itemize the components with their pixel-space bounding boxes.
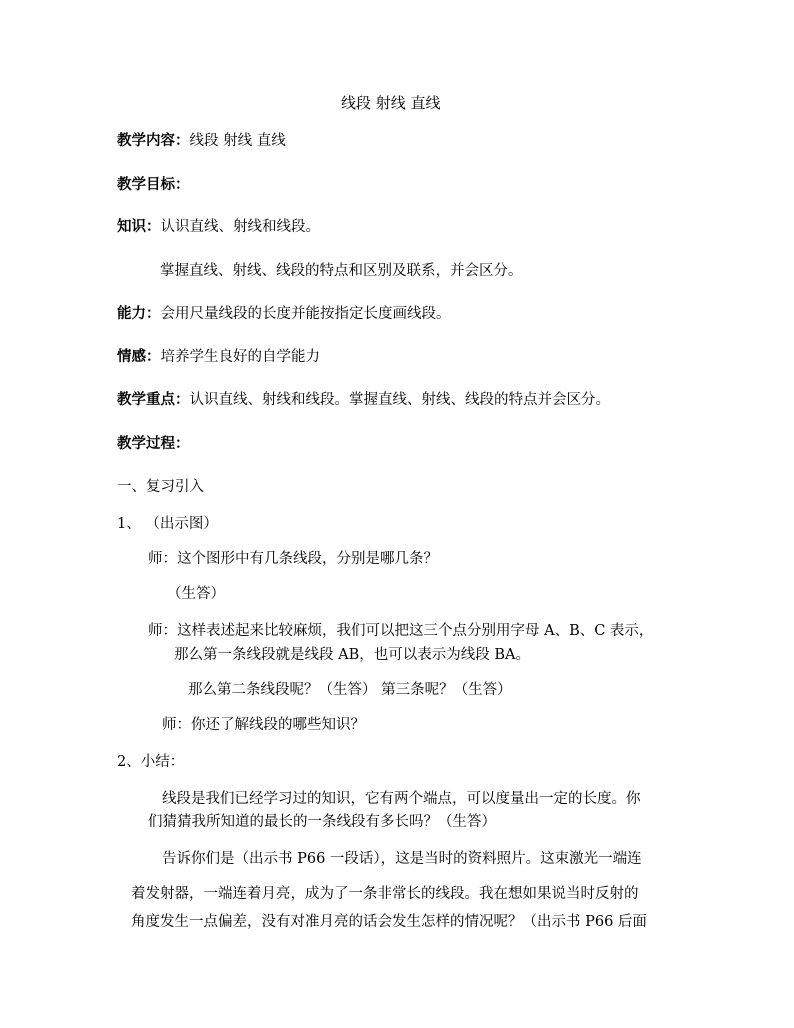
- summary-line-a: 线段是我们已经学习过的知识，它有两个端点，可以度量出一定的长度。你: [162, 791, 641, 807]
- emotion-label: 情感：: [117, 348, 161, 365]
- teacher-question-1: 师：这个图形中有几条线段，分别是哪几条？: [148, 551, 438, 567]
- section-heading: 一、复习引入: [117, 479, 204, 495]
- item-2: 2、小结：: [117, 754, 185, 770]
- tell-line-b: 着发射器，一端连着月亮，成为了一条非常长的线段。我在想如果说当时反射的: [131, 886, 639, 902]
- document-title: 线段 射线 直线: [341, 94, 441, 112]
- emotion-value: 培养学生良好的自学能力: [160, 349, 320, 365]
- content-row: [117, 132, 286, 150]
- emotion-row: [117, 348, 320, 366]
- ability-value: 会用尺量线段的长度并能按指定长度画线段。: [160, 306, 451, 322]
- student-answer-1: （生答）: [167, 586, 225, 602]
- tell-line-a: 告诉你们是（出示书 P66 一段话），这是当时的资料照片。这束激光一端连: [162, 851, 642, 867]
- second-question: 那么第二条线段呢？（生答） 第三条呢？（生答）: [188, 682, 512, 698]
- content-label: 教学内容：: [117, 132, 190, 149]
- summary-line-b: 们猜猜我所知道的最长的一条线段有多长吗？（生答）: [148, 814, 496, 830]
- key-row: [117, 391, 610, 409]
- process-label: 教学过程：: [117, 435, 190, 452]
- teacher-question-3: 师：你还了解线段的哪些知识？: [162, 717, 365, 733]
- goals-label: 教学目标：: [117, 176, 190, 193]
- ability-label: 能力：: [117, 305, 161, 322]
- key-value: 认识直线、射线和线段。掌握直线、射线、线段的特点并会区分。: [189, 392, 610, 408]
- item-1: 1、 （出示图）: [117, 516, 218, 532]
- teacher-statement-a: 师：这样表述起来比较麻烦，我们可以把这三个点分别用字母 A、B、C 表示，: [148, 623, 654, 639]
- ability-row: [117, 305, 451, 323]
- key-label: 教学重点：: [117, 391, 190, 408]
- knowledge-label: 知识：: [117, 218, 161, 235]
- knowledge-line2: 掌握直线、射线、线段的特点和区别及联系，并会区分。: [160, 263, 523, 279]
- knowledge-value: 认识直线、射线和线段。: [160, 219, 320, 235]
- teacher-statement-b: 那么第一条线段就是线段 AB，也可以表示为线段 BA。: [174, 647, 530, 663]
- knowledge-row: [117, 218, 320, 236]
- content-value: 线段 射线 直线: [189, 133, 286, 149]
- tell-line-c: 角度发生一点偏差，没有对准月亮的话会发生怎样的情况呢？（出示书 P66 后面: [131, 914, 647, 930]
